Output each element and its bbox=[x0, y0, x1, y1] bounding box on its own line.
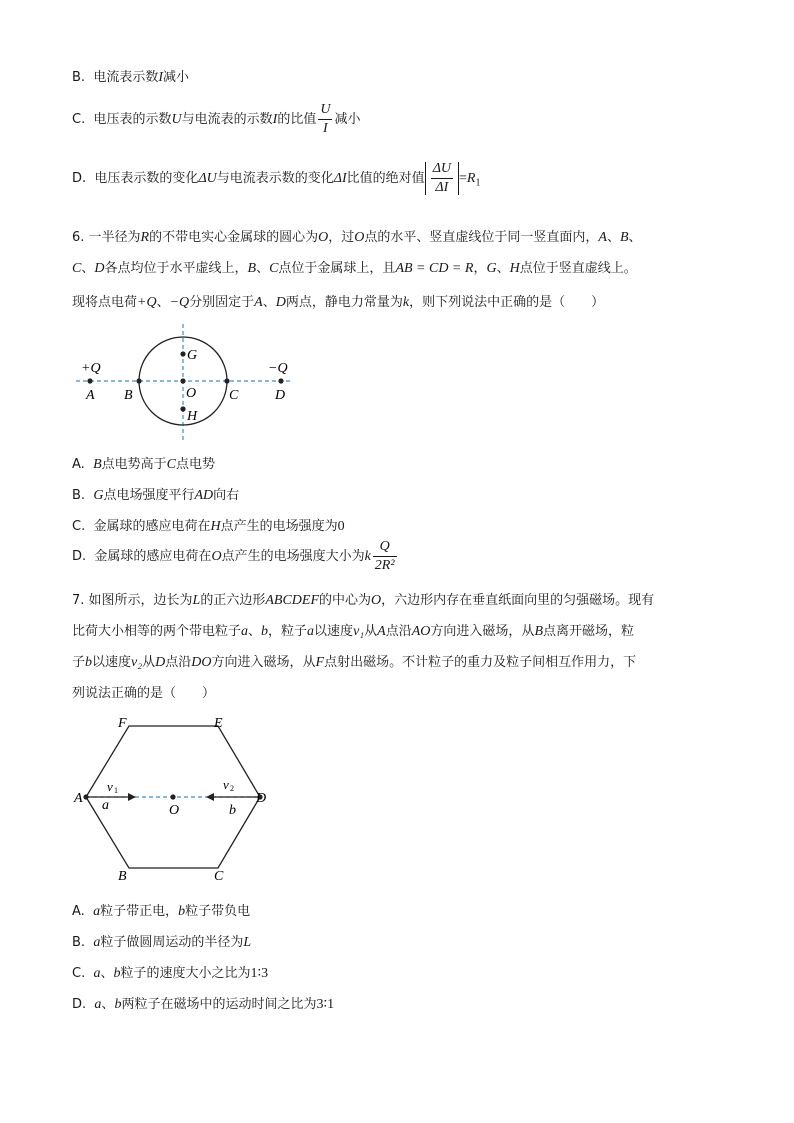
math-var: I bbox=[158, 70, 164, 85]
option-text: 电压表的示数 bbox=[93, 112, 172, 127]
option-text: 粒子带负电 bbox=[185, 904, 251, 919]
math-var: −Q bbox=[169, 295, 190, 310]
label-v1-subscript: 1 bbox=[114, 786, 118, 795]
stem-text: 从 bbox=[364, 624, 378, 639]
option-text: 减小 bbox=[334, 112, 361, 127]
label-g: G bbox=[187, 348, 198, 363]
stem-text: 以速度 bbox=[92, 655, 132, 670]
stem-text: 现将点电荷 bbox=[72, 295, 138, 310]
q7-stem-line-4 bbox=[72, 682, 215, 701]
math-var: L bbox=[192, 593, 201, 608]
math-var: ΔU bbox=[198, 171, 217, 186]
math-var: O bbox=[371, 593, 382, 608]
option-text: 减小 bbox=[163, 70, 190, 85]
point-c bbox=[224, 378, 229, 383]
option-letter: B. bbox=[72, 488, 86, 503]
math-var: U bbox=[171, 112, 182, 127]
option-text: 两粒子在磁场中的运动时间之比为 bbox=[121, 997, 317, 1012]
stem-text: 两点，静电力常量为 bbox=[285, 295, 403, 310]
q6-option-c bbox=[72, 515, 345, 535]
option-text: 粒子带正电， bbox=[100, 904, 179, 919]
option-letter: D. bbox=[72, 171, 87, 186]
label-v1: v bbox=[107, 779, 113, 794]
q6-figure-sphere bbox=[72, 320, 302, 442]
label-v2: v bbox=[223, 777, 229, 792]
math-var: +Q bbox=[137, 295, 157, 310]
q5-option-b bbox=[72, 66, 189, 86]
point-d bbox=[278, 378, 283, 383]
label-h: H bbox=[187, 409, 198, 424]
math-var: I bbox=[272, 112, 278, 127]
stem-text: 的不带电实心金属球的圆心为 bbox=[149, 230, 319, 245]
math-equation: AB = CD = R bbox=[395, 261, 474, 276]
stem-text: 、 bbox=[628, 230, 642, 245]
stem-text: 点位于金属球上，且 bbox=[278, 261, 396, 276]
label-b: B bbox=[118, 869, 127, 884]
math-var: R bbox=[466, 171, 476, 186]
option-text: 与电流表的示数 bbox=[181, 112, 273, 127]
label-c: C bbox=[214, 869, 224, 884]
q6-option-d bbox=[72, 540, 399, 573]
math-var: A bbox=[598, 230, 607, 245]
subscript: 1 bbox=[475, 177, 481, 189]
math-var: C bbox=[72, 261, 82, 276]
math-var: a bbox=[93, 935, 101, 950]
fraction-u-over-i bbox=[318, 103, 332, 136]
option-text: 、 bbox=[100, 966, 114, 981]
math-value: 1∶3 bbox=[250, 966, 269, 981]
q7-stem-line-3 bbox=[72, 651, 636, 671]
stem-text: ，过 bbox=[328, 230, 355, 245]
math-var: B bbox=[247, 261, 257, 276]
option-letter: C. bbox=[72, 112, 86, 127]
label-o: O bbox=[186, 386, 197, 401]
label-particle-b: b bbox=[229, 803, 236, 818]
stem-text: 、 bbox=[606, 230, 620, 245]
math-var: b bbox=[113, 966, 121, 981]
label-f: F bbox=[118, 716, 127, 731]
option-text: 、 bbox=[101, 997, 115, 1012]
point-a bbox=[87, 378, 92, 383]
label-a: A bbox=[74, 791, 83, 806]
math-var: a bbox=[93, 904, 101, 919]
math-var: a bbox=[93, 966, 101, 981]
q6-stem-line-3 bbox=[72, 291, 604, 311]
stem-text: 、 bbox=[256, 261, 270, 276]
math-var: b bbox=[85, 655, 93, 670]
fraction-denominator: 2R² bbox=[374, 558, 395, 573]
label-particle-a: a bbox=[102, 798, 109, 813]
stem-text: 以速度 bbox=[314, 624, 354, 639]
math-var: G bbox=[93, 488, 104, 503]
q7-option-d bbox=[72, 993, 334, 1013]
option-text: 点电场强度平行 bbox=[103, 488, 195, 503]
option-letter: C. bbox=[72, 519, 86, 534]
math-var: b bbox=[114, 997, 122, 1012]
fraction-numerator: U bbox=[318, 103, 332, 120]
option-letter: D. bbox=[72, 997, 87, 1012]
stem-text: 从 bbox=[142, 655, 156, 670]
stem-text: ，则下列说法中正确的是（ ） bbox=[409, 295, 605, 310]
option-text: 金属球的感应电荷在 bbox=[94, 549, 212, 564]
arrow-v2-head bbox=[206, 793, 214, 801]
math-var: A bbox=[377, 624, 386, 639]
option-text: 的比值 bbox=[277, 112, 317, 127]
label-e: E bbox=[214, 716, 223, 731]
option-text: 与电流表示数的变化 bbox=[216, 171, 334, 186]
option-text: 点电势高于 bbox=[101, 457, 167, 472]
option-text: 金属球的感应电荷在 bbox=[93, 519, 211, 534]
math-var: b bbox=[261, 624, 269, 639]
stem-text: 方向进入磁场，从 bbox=[211, 655, 316, 670]
stem-text: ，六边形内存在垂直纸面向里的匀强磁场。现有 bbox=[381, 593, 655, 608]
math-var: H bbox=[210, 519, 221, 534]
math-var: H bbox=[509, 261, 520, 276]
math-var: C bbox=[166, 457, 176, 472]
option-letter: A. bbox=[72, 457, 85, 472]
q5-option-d bbox=[72, 162, 480, 195]
fraction-denominator: I bbox=[323, 121, 328, 136]
q6-stem-line-2 bbox=[72, 257, 637, 277]
math-var: v₁ bbox=[353, 624, 365, 639]
stem-text: 点沿 bbox=[385, 624, 412, 639]
stem-text: 、 bbox=[81, 261, 95, 276]
math-var: k bbox=[364, 549, 371, 564]
label-plus-q: +Q bbox=[81, 361, 101, 376]
stem-text: 点的水平、竖直虚线位于同一竖直面内， bbox=[364, 230, 599, 245]
option-text: 点产生的电场强度大小为 bbox=[221, 549, 365, 564]
stem-text: 点射出磁场。不计粒子的重力及粒子间相互作用力，下 bbox=[324, 655, 637, 670]
point-g bbox=[180, 351, 185, 356]
stem-text: 比荷大小相等的两个带电粒子 bbox=[72, 624, 242, 639]
q7-option-a bbox=[72, 900, 250, 920]
label-v2-subscript: 2 bbox=[230, 784, 234, 793]
math-var: O bbox=[354, 230, 365, 245]
math-var: O bbox=[318, 230, 329, 245]
q6-option-b bbox=[72, 484, 239, 504]
fraction-du-over-di bbox=[431, 162, 453, 195]
option-text: 电压表示数的变化 bbox=[94, 171, 199, 186]
point-h bbox=[180, 406, 185, 411]
math-var: O bbox=[211, 549, 222, 564]
option-text: 粒子的速度大小之比为 bbox=[120, 966, 251, 981]
option-text: 电流表示数 bbox=[93, 70, 159, 85]
label-b: B bbox=[124, 388, 133, 403]
math-var: k bbox=[402, 295, 410, 310]
math-var: v₂ bbox=[131, 655, 143, 670]
q7-stem-line-2 bbox=[72, 620, 634, 640]
math-var: a bbox=[241, 624, 249, 639]
math-var: B bbox=[534, 624, 543, 639]
math-var: a bbox=[307, 624, 315, 639]
q6-option-a bbox=[72, 453, 215, 473]
q7-option-c bbox=[72, 962, 268, 982]
label-o: O bbox=[169, 803, 180, 818]
math-var: C bbox=[269, 261, 279, 276]
math-var: G bbox=[486, 261, 497, 276]
math-var: DO bbox=[191, 655, 212, 670]
stem-text: 、 bbox=[156, 295, 170, 310]
math-var: D bbox=[155, 655, 166, 670]
stem-text: 点沿 bbox=[165, 655, 192, 670]
equals-sign: = bbox=[459, 171, 467, 186]
stem-text: ， bbox=[473, 261, 487, 276]
option-letter: B. bbox=[72, 70, 86, 85]
math-var: A bbox=[254, 295, 263, 310]
label-d: D bbox=[256, 791, 267, 806]
stem-text: 、 bbox=[248, 624, 262, 639]
math-value: 0 bbox=[337, 519, 345, 534]
label-minus-q: −Q bbox=[268, 361, 288, 376]
stem-text: 分别固定于 bbox=[189, 295, 255, 310]
label-a: A bbox=[86, 388, 95, 403]
fraction-denominator: ΔI bbox=[435, 180, 449, 195]
math-value: 3∶1 bbox=[316, 997, 335, 1012]
math-var: D bbox=[275, 295, 286, 310]
stem-text: 、 bbox=[262, 295, 276, 310]
math-var: b bbox=[178, 904, 186, 919]
point-b bbox=[136, 378, 141, 383]
math-var: L bbox=[243, 935, 252, 950]
stem-text: 的中心为 bbox=[319, 593, 372, 608]
math-var: ABCDEF bbox=[265, 593, 320, 608]
option-text: 比值的绝对值 bbox=[346, 171, 425, 186]
stem-text: 子 bbox=[72, 655, 86, 670]
stem-text: 点位于竖直虚线上。 bbox=[519, 261, 637, 276]
fraction-numerator: Q bbox=[373, 540, 397, 557]
math-var: a bbox=[94, 997, 102, 1012]
math-var: ΔI bbox=[333, 171, 347, 186]
stem-text: 6. 一半径为 bbox=[72, 230, 141, 245]
stem-text: 列说法正确的是（ ） bbox=[72, 686, 216, 701]
math-var: AD bbox=[194, 488, 214, 503]
point-o bbox=[170, 794, 175, 799]
absolute-value bbox=[425, 162, 459, 195]
label-d: D bbox=[275, 388, 286, 403]
point-o bbox=[180, 378, 185, 383]
math-var: AO bbox=[411, 624, 431, 639]
q7-option-b bbox=[72, 931, 251, 951]
option-letter: A. bbox=[72, 904, 85, 919]
option-text: 点产生的电场强度为 bbox=[220, 519, 338, 534]
stem-text: 的正六边形 bbox=[200, 593, 266, 608]
point-a bbox=[83, 794, 88, 799]
stem-text: 、 bbox=[496, 261, 510, 276]
option-letter: D. bbox=[72, 549, 87, 564]
q7-figure-hexagon bbox=[72, 712, 282, 884]
stem-text: ，粒子 bbox=[268, 624, 308, 639]
option-text: 点电势 bbox=[175, 457, 215, 472]
math-var: B bbox=[619, 230, 629, 245]
stem-text: 点离开磁场，粒 bbox=[543, 624, 635, 639]
math-var: B bbox=[93, 457, 102, 472]
math-var: D bbox=[94, 261, 105, 276]
label-c: C bbox=[229, 388, 239, 403]
stem-text: 方向进入磁场，从 bbox=[430, 624, 535, 639]
math-var: F bbox=[315, 655, 325, 670]
q5-option-c bbox=[72, 103, 360, 136]
option-letter: C. bbox=[72, 966, 86, 981]
q7-stem-line-1 bbox=[72, 589, 654, 609]
fraction-numerator: ΔU bbox=[431, 162, 453, 179]
option-text: 粒子做圆周运动的半径为 bbox=[100, 935, 244, 950]
math-var: R bbox=[140, 230, 150, 245]
option-letter: B. bbox=[72, 935, 86, 950]
arrow-v1-head bbox=[128, 793, 136, 801]
q6-stem-line-1 bbox=[72, 226, 642, 246]
option-text: 向右 bbox=[213, 488, 240, 503]
stem-text: 7. 如图所示，边长为 bbox=[72, 593, 193, 608]
stem-text: 各点均位于水平虚线上， bbox=[104, 261, 248, 276]
fraction-q-over-2r2 bbox=[373, 540, 397, 573]
